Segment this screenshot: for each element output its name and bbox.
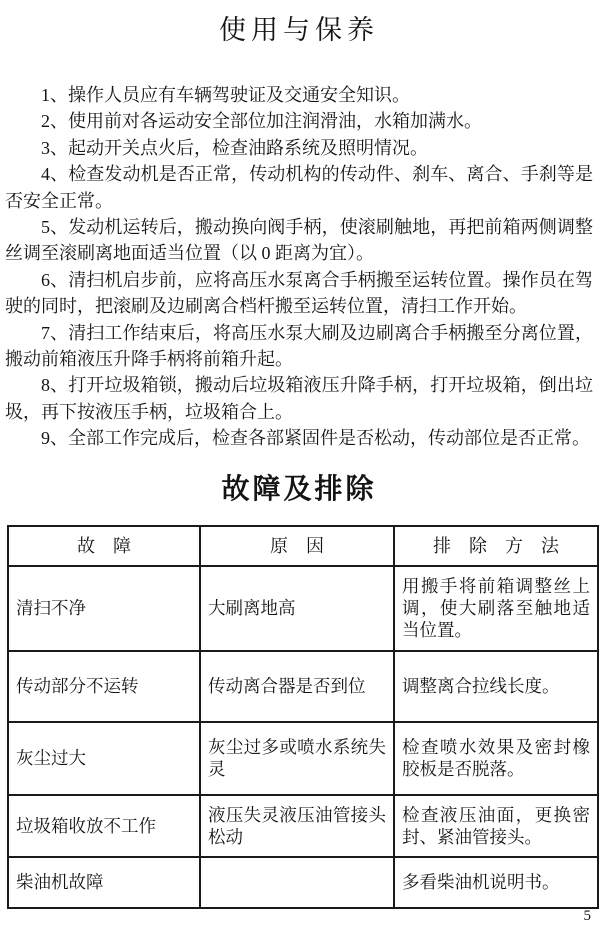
troubleshooting-table — [7, 525, 599, 909]
remedy-cell: 多看柴油机说明书。 — [394, 857, 598, 908]
remedy-cell: 调整离合拉线长度。 — [394, 651, 598, 722]
table-row — [8, 795, 598, 857]
column-header-cause: 原 因 — [200, 526, 394, 566]
section-title-troubleshooting: 故障及排除 — [221, 472, 377, 504]
instruction-item: 3、起动开关点火后，检查油路系统及照明情况。 — [41, 137, 428, 158]
instruction-list — [5, 82, 593, 452]
column-header-fault: 故 障 — [8, 526, 200, 566]
instruction-item: 5、发动机运转后，搬动换向阀手柄，使滚刷触地，再把前箱两侧调整丝调至滚刷离地面适当位置（以 0 距离为宜）。 — [5, 217, 593, 264]
table-header-row — [8, 526, 598, 566]
cause-cell: 灰尘过多或喷水系统失灵 — [200, 722, 394, 795]
instruction-item: 2、使用前对各运动安全部位加注润滑油，水箱加满水。 — [41, 111, 482, 132]
fault-cell: 柴油机故障 — [8, 857, 200, 908]
fault-cell: 灰尘过大 — [8, 722, 200, 795]
column-header-remedy: 排 除 方 法 — [394, 526, 598, 566]
page-title: 使用与保养 — [219, 15, 379, 45]
fault-cell: 传动部分不运转 — [8, 651, 200, 722]
cause-cell: 液压失灵液压油管接头松动 — [200, 795, 394, 857]
table-row — [8, 566, 598, 651]
cause-cell — [200, 857, 394, 908]
instruction-item: 9、全部工作完成后，检查各部紧固件是否松动，传动部位是否正常。 — [41, 428, 590, 449]
remedy-cell: 用搬手将前箱调整丝上调，使大刷落至触地适当位置。 — [394, 566, 598, 651]
fault-cell: 清扫不净 — [8, 566, 200, 651]
instruction-item: 8、打开垃圾箱锁，搬动后垃圾箱液压升降手柄，打开垃圾箱，倒出垃圾，再下按液压手柄，垃圾箱合上。 — [5, 375, 593, 422]
instruction-item: 4、检查发动机是否正常，传动机构的传动件、刹车、离合、手刹等是否安全正常。 — [5, 164, 593, 211]
cause-cell: 传动离合器是否到位 — [200, 651, 394, 722]
cause-cell: 大刷离地高 — [200, 566, 394, 651]
instruction-item: 1、操作人员应有车辆驾驶证及交通安全知识。 — [41, 85, 410, 105]
instruction-item: 6、清扫机启步前，应将高压水泵离合手柄搬至运转位置。操作员在驾驶的同时，把滚刷及边刷离合档杆搬至运转位置，清扫工作开始。 — [5, 269, 593, 317]
remedy-cell: 检查喷水效果及密封橡胶板是否脱落。 — [394, 722, 598, 795]
page-number: 5 — [583, 908, 591, 924]
remedy-cell: 检查液压油面，更换密封、紧油管接头。 — [394, 795, 598, 857]
table-row — [8, 722, 598, 795]
fault-cell: 垃圾箱收放不工作 — [8, 795, 200, 857]
instruction-item: 7、清扫工作结束后，将高压水泵大刷及边刷离合手柄搬至分离位置，搬动前箱液压升降手柄将前箱升起。 — [5, 322, 593, 370]
table-row — [8, 857, 598, 908]
table-row — [8, 651, 598, 722]
